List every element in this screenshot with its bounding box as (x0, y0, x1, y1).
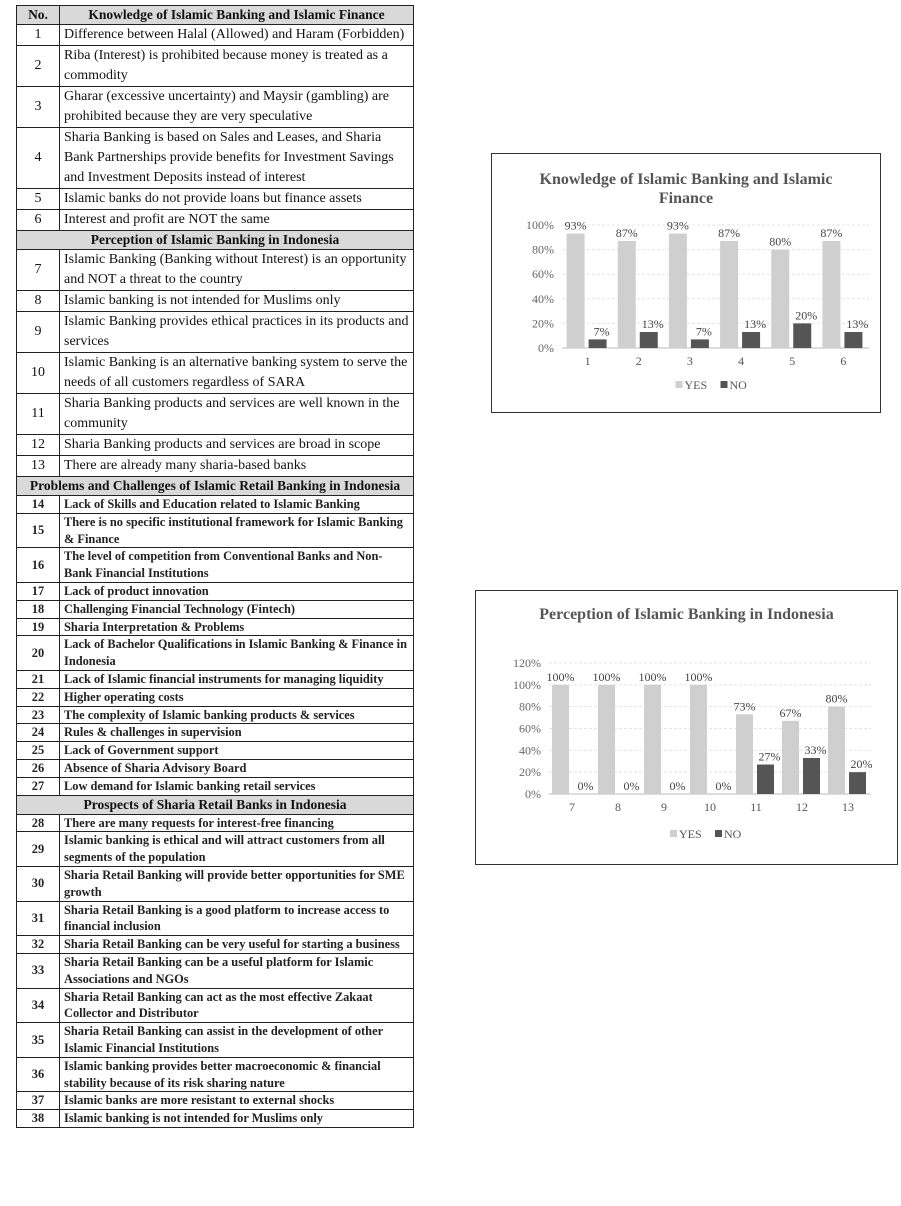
table-row (17, 291, 414, 312)
row-statement: Lack of Government support (60, 742, 414, 760)
row-statement: Lack of Islamic financial instruments for managing liquidity (60, 670, 414, 688)
data-label: 0% (577, 779, 594, 793)
y-tick-label: 60% (519, 721, 541, 736)
table-row (17, 706, 414, 724)
row-number: 12 (17, 435, 60, 456)
bar-yes (822, 241, 840, 348)
table-row (17, 496, 414, 514)
bar-yes (618, 241, 636, 348)
x-tick-label: 10 (704, 800, 716, 814)
table-row (17, 688, 414, 706)
table-row (17, 1023, 414, 1058)
table-row (17, 87, 414, 128)
row-number: 8 (17, 291, 60, 312)
x-tick-label: 1 (584, 354, 591, 368)
data-label: 100% (592, 669, 621, 684)
row-statement: Sharia Interpretation & Problems (60, 618, 414, 636)
x-tick-label: 5 (789, 354, 796, 368)
data-label: 100% (546, 669, 575, 684)
header-title: Knowledge of Islamic Banking and Islamic Finance (60, 6, 414, 25)
table-row (17, 742, 414, 760)
row-statement: Sharia Retail Banking can be a useful platform for Islamic Associations and NGOs (60, 953, 414, 988)
row-statement: Sharia Retail Banking can act as the most effective Zakaat Collector and Distributor (60, 988, 414, 1023)
x-tick-label: 2 (635, 354, 642, 368)
table-row (17, 210, 414, 231)
table-row (17, 548, 414, 583)
data-label: 87% (820, 225, 843, 240)
row-statement: Islamic Banking (Banking without Interest) is an opportunity and NOT a threat to the country (60, 250, 414, 291)
row-number: 26 (17, 759, 60, 777)
row-number: 3 (17, 87, 60, 128)
bar-no (640, 332, 658, 348)
row-number: 2 (17, 46, 60, 87)
data-label: 67% (779, 705, 802, 720)
table-row (17, 953, 414, 988)
section-header (17, 477, 414, 496)
table-row (17, 312, 414, 353)
row-statement: There are many requests for interest-free financing (60, 814, 414, 832)
row-number: 29 (17, 832, 60, 867)
legend-swatch-no (721, 381, 728, 388)
data-label: 0% (715, 779, 732, 793)
row-number: 37 (17, 1092, 60, 1110)
row-statement: Difference between Halal (Allowed) and Haram (Forbidden) (60, 25, 414, 46)
row-number: 9 (17, 312, 60, 353)
section-header (17, 231, 414, 250)
bar-yes (828, 707, 845, 794)
row-number: 25 (17, 742, 60, 760)
row-number: 32 (17, 936, 60, 954)
table-row (17, 759, 414, 777)
row-number: 27 (17, 777, 60, 795)
row-number: 4 (17, 128, 60, 189)
table-row (17, 435, 414, 456)
legend-label: NO (729, 378, 747, 392)
row-statement: There are already many sharia-based banks (60, 456, 414, 477)
bar-no (803, 758, 820, 794)
y-tick-label: 100% (526, 218, 554, 232)
y-tick-label: 40% (519, 743, 541, 758)
table-row (17, 513, 414, 548)
row-statement: Islamic Banking is an alternative banking system to serve the needs of all customers regardless of SARA (60, 353, 414, 394)
row-number: 22 (17, 688, 60, 706)
row-number: 23 (17, 706, 60, 724)
row-statement: Islamic banks are more resistant to external shocks (60, 1092, 414, 1110)
data-label: 7% (695, 324, 712, 339)
row-statement: Sharia Banking products and services are well known in the community (60, 394, 414, 435)
row-number: 33 (17, 953, 60, 988)
table-row (17, 456, 414, 477)
x-tick-label: 11 (750, 800, 762, 814)
x-tick-label: 13 (842, 800, 854, 814)
row-statement: Sharia Retail Banking will provide better opportunities for SME growth (60, 866, 414, 901)
bar-yes (782, 721, 799, 794)
data-label: 87% (615, 225, 638, 240)
table-row (17, 1057, 414, 1092)
row-number: 13 (17, 456, 60, 477)
chart-title: Perception of Islamic Banking in Indonesia (539, 606, 834, 623)
bar-yes (644, 685, 661, 794)
data-label: 33% (804, 742, 827, 757)
row-statement: Challenging Financial Technology (Fintech) (60, 600, 414, 618)
data-label: 80% (769, 234, 792, 249)
data-label: 20% (850, 757, 873, 772)
bar-no (691, 339, 709, 348)
row-statement: Islamic banks do not provide loans but finance assets (60, 189, 414, 210)
table-row (17, 636, 414, 671)
bar-no (844, 332, 862, 348)
row-number: 36 (17, 1057, 60, 1092)
table-row (17, 618, 414, 636)
table-row (17, 250, 414, 291)
row-statement: Low demand for Islamic banking retail services (60, 777, 414, 795)
bar-no (849, 772, 866, 794)
legend-label: YES (679, 827, 702, 841)
row-statement: Islamic banking is not intended for Muslims only (60, 291, 414, 312)
legend-label: YES (684, 378, 708, 392)
row-number: 20 (17, 636, 60, 671)
section-header (17, 795, 414, 814)
legend-swatch-yes (670, 830, 677, 837)
row-statement: Lack of product innovation (60, 582, 414, 600)
y-tick-label: 100% (513, 677, 541, 692)
bar-yes (771, 250, 789, 348)
data-label: 0% (623, 779, 640, 793)
table-row (17, 600, 414, 618)
knowledge-chart (491, 153, 881, 413)
row-number: 7 (17, 250, 60, 291)
data-label: 27% (758, 749, 781, 764)
row-statement: There is no specific institutional framework for Islamic Banking & Finance (60, 513, 414, 548)
bar-no (757, 765, 774, 794)
data-label: 80% (825, 691, 848, 706)
data-label: 100% (638, 669, 667, 684)
data-label: 13% (641, 317, 664, 332)
y-tick-label: 80% (532, 242, 554, 257)
bar-yes (736, 714, 753, 794)
chart-title: Knowledge of Islamic Banking and Islamic Finance (539, 171, 833, 207)
y-tick-label: 0% (525, 787, 541, 801)
row-statement: Islamic Banking provides ethical practices in its products and services (60, 312, 414, 353)
bar-no (589, 339, 607, 348)
x-tick-label: 7 (569, 800, 575, 814)
table-row (17, 582, 414, 600)
row-number: 35 (17, 1023, 60, 1058)
table-row (17, 936, 414, 954)
data-label: 93% (666, 218, 689, 233)
section-title: Perception of Islamic Banking in Indonesia (17, 231, 414, 250)
questionnaire-table (16, 5, 414, 1128)
section-title: Problems and Challenges of Islamic Retail Banking in Indonesia (17, 477, 414, 496)
bar-no (793, 323, 811, 348)
row-statement: Riba (Interest) is prohibited because money is treated as a commodity (60, 46, 414, 87)
table-row (17, 46, 414, 87)
perception-chart (475, 590, 898, 865)
legend-label: NO (724, 827, 742, 841)
row-number: 14 (17, 496, 60, 514)
y-tick-label: 20% (532, 316, 554, 331)
row-number: 24 (17, 724, 60, 742)
row-number: 19 (17, 618, 60, 636)
table-row (17, 25, 414, 46)
y-tick-label: 80% (519, 699, 541, 714)
row-number: 34 (17, 988, 60, 1023)
row-number: 1 (17, 25, 60, 46)
data-label: 87% (718, 225, 741, 240)
row-number: 18 (17, 600, 60, 618)
legend-swatch-yes (676, 381, 683, 388)
row-number: 31 (17, 901, 60, 936)
row-number: 16 (17, 548, 60, 583)
row-statement: Sharia Retail Banking can be very useful for starting a business (60, 936, 414, 954)
table-row (17, 777, 414, 795)
table-row (17, 724, 414, 742)
data-label: 20% (795, 308, 818, 323)
row-statement: Sharia Retail Banking can assist in the development of other Islamic Financial Institutions (60, 1023, 414, 1058)
header-no: No. (17, 6, 60, 25)
data-label: 13% (846, 317, 869, 332)
row-number: 38 (17, 1110, 60, 1128)
row-statement: Lack of Bachelor Qualifications in Islamic Banking & Finance in Indonesia (60, 636, 414, 671)
row-statement: Islamic banking is not intended for Muslims only (60, 1110, 414, 1128)
row-statement: Lack of Skills and Education related to Islamic Banking (60, 496, 414, 514)
row-number: 11 (17, 394, 60, 435)
row-number: 15 (17, 513, 60, 548)
bar-yes (567, 234, 585, 348)
bar-yes (669, 234, 687, 348)
row-statement: The complexity of Islamic banking products & services (60, 706, 414, 724)
row-number: 5 (17, 189, 60, 210)
y-tick-label: 20% (519, 765, 541, 780)
x-tick-label: 9 (661, 800, 667, 814)
row-statement: Sharia Banking is based on Sales and Leases, and Sharia Bank Partnerships provide benefits for Investment Savings and Investment Deposits instead of interest (60, 128, 414, 189)
table-row (17, 866, 414, 901)
table-row (17, 128, 414, 189)
y-tick-label: 120% (513, 656, 541, 670)
data-label: 0% (669, 779, 686, 793)
data-label: 7% (593, 324, 610, 339)
table-row (17, 1092, 414, 1110)
row-number: 28 (17, 814, 60, 832)
table-row (17, 988, 414, 1023)
x-tick-label: 8 (615, 800, 621, 814)
row-statement: Islamic banking is ethical and will attract customers from all segments of the population (60, 832, 414, 867)
table-row (17, 394, 414, 435)
table-row (17, 353, 414, 394)
row-number: 10 (17, 353, 60, 394)
row-statement: Interest and profit are NOT the same (60, 210, 414, 231)
bar-yes (598, 685, 615, 794)
y-tick-label: 0% (538, 341, 554, 355)
row-number: 6 (17, 210, 60, 231)
x-tick-label: 12 (796, 800, 808, 814)
table-row (17, 670, 414, 688)
legend-swatch-no (715, 830, 722, 837)
y-tick-label: 40% (532, 291, 554, 306)
section-title: Prospects of Sharia Retail Banks in Indonesia (17, 795, 414, 814)
row-statement: Rules & challenges in supervision (60, 724, 414, 742)
row-statement: Gharar (excessive uncertainty) and Maysir (gambling) are prohibited because they are very speculative (60, 87, 414, 128)
row-statement: Sharia Banking products and services are broad in scope (60, 435, 414, 456)
table-row (17, 814, 414, 832)
row-statement: Islamic banking provides better macroeconomic & financial stability because of its risk sharing nature (60, 1057, 414, 1092)
table-row (17, 1110, 414, 1128)
table-row (17, 189, 414, 210)
row-number: 17 (17, 582, 60, 600)
data-label: 73% (733, 699, 756, 714)
y-tick-label: 60% (532, 267, 554, 282)
data-label: 100% (684, 669, 713, 684)
x-tick-label: 4 (738, 354, 745, 368)
bar-yes (690, 685, 707, 794)
x-tick-label: 6 (840, 354, 847, 368)
row-statement: Sharia Retail Banking is a good platform to increase access to financial inclusion (60, 901, 414, 936)
row-statement: Absence of Sharia Advisory Board (60, 759, 414, 777)
bar-no (742, 332, 760, 348)
data-label: 93% (564, 218, 587, 233)
row-statement: Higher operating costs (60, 688, 414, 706)
data-label: 13% (744, 317, 767, 332)
row-statement: The level of competition from Conventional Banks and Non-Bank Financial Institutions (60, 548, 414, 583)
bar-yes (720, 241, 738, 348)
x-tick-label: 3 (686, 354, 693, 368)
row-number: 30 (17, 866, 60, 901)
row-number: 21 (17, 670, 60, 688)
table-row (17, 832, 414, 867)
table-row (17, 901, 414, 936)
bar-yes (552, 685, 569, 794)
